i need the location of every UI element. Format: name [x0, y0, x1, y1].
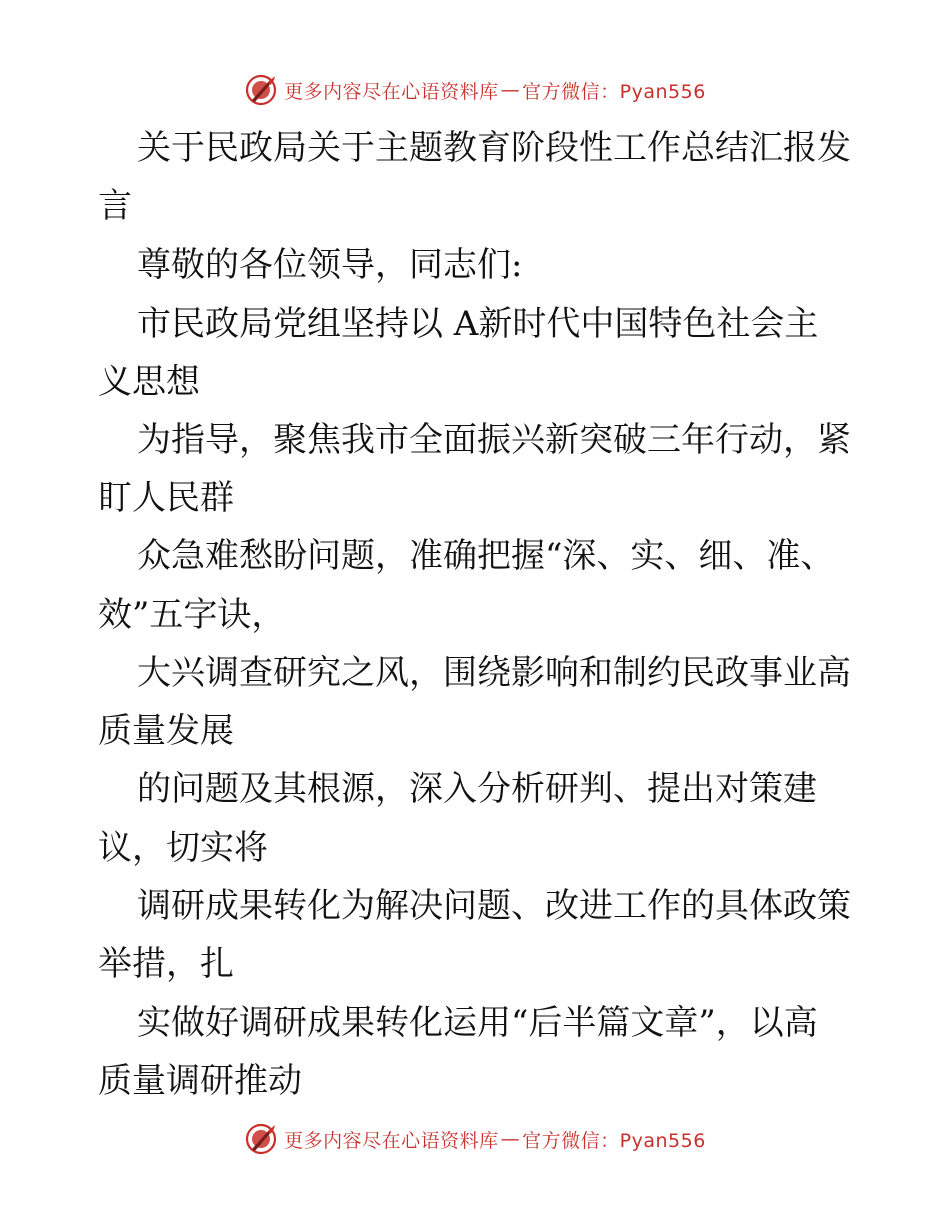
doc-paragraph-line: 众急难愁盼问题，准确把握“深、实、细、准、	[137, 536, 835, 576]
header-watermark-banner	[0, 70, 950, 110]
quill-seal-icon	[244, 73, 278, 107]
doc-paragraph-line: 为指导，聚焦我市全面振兴新突破三年行动，紧	[137, 420, 851, 460]
header-site-text: 更多内容尽在心语资料库	[284, 80, 499, 103]
doc-paragraph-line: 质量发展	[98, 711, 234, 751]
doc-paragraph-line: 义思想	[98, 362, 200, 402]
doc-paragraph-line: 的问题及其根源，深入分析研判、提出对策建	[137, 769, 817, 809]
doc-paragraph-line: 质量调研推动	[98, 1061, 302, 1101]
doc-paragraph-line: 举措，扎	[98, 944, 234, 984]
doc-paragraph-line: 实做好调研成果转化运用“后半篇文章”，以高	[137, 1003, 818, 1043]
doc-paragraph-line: 大兴调查研究之风，围绕影响和制约民政事业高	[137, 653, 851, 693]
header-official-text: 官方微信：Pyan556	[522, 80, 706, 103]
doc-paragraph-line: 议，切实将	[98, 828, 268, 868]
doc-title-line-1: 关于民政局关于主题教育阶段性工作总结汇报发	[137, 128, 851, 168]
doc-paragraph-line: 调研成果转化为解决问题、改进工作的具体政策	[137, 886, 851, 926]
footer-dash: —	[500, 1128, 521, 1150]
footer-watermark-banner	[0, 1119, 950, 1159]
footer-official-text: 官方微信：Pyan556	[522, 1129, 706, 1152]
doc-salutation: 尊敬的各位领导，同志们:	[137, 245, 523, 285]
doc-paragraph-line: 盯人民群	[98, 478, 234, 518]
doc-paragraph-line: 市民政局党组坚持以 A新时代中国特色社会主	[137, 304, 819, 344]
quill-seal-icon	[244, 1122, 278, 1156]
doc-paragraph-line: 效”五字诀，	[98, 595, 286, 635]
doc-title-line-2: 言	[98, 186, 132, 226]
header-dash: —	[500, 79, 521, 101]
footer-site-text: 更多内容尽在心语资料库	[284, 1129, 499, 1152]
